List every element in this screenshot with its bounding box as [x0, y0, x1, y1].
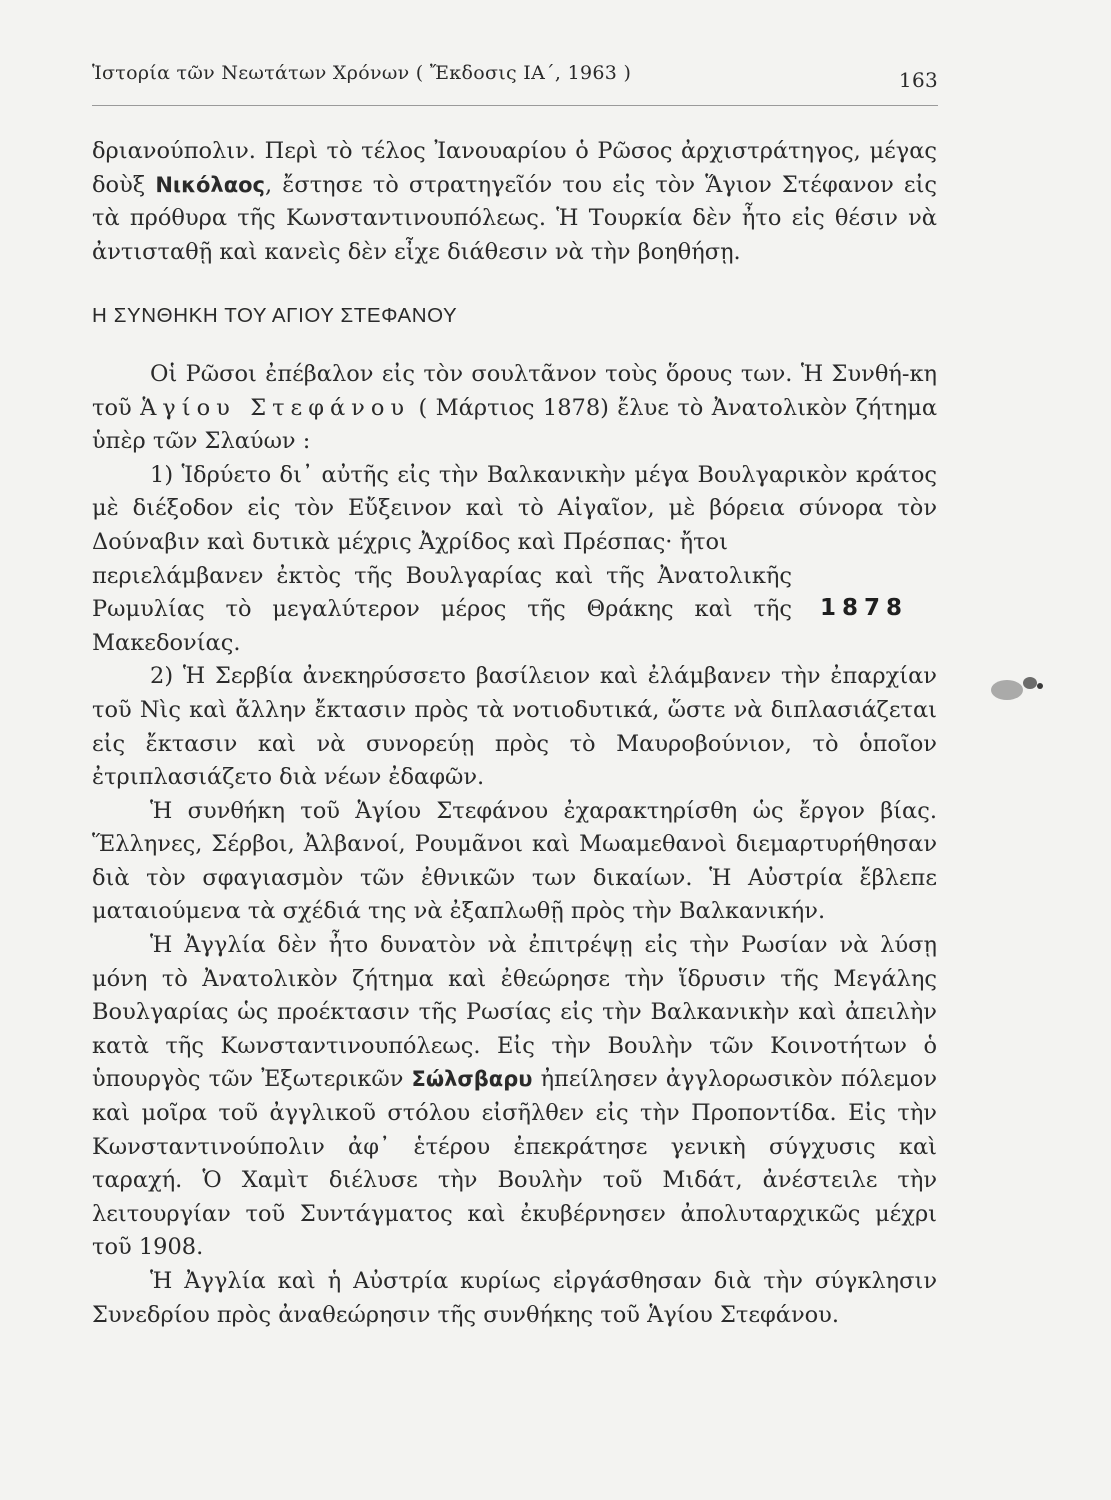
ink-blot — [985, 668, 1045, 708]
p1-post: ( Μάρτιος 1878) ἔλυε τὸ Ἀνατολικὸν ζήτημα ὑπὲρ τῶν Σλαύων : — [92, 394, 938, 455]
item1-wide: 1) Ἱδρύετο δι᾽ αὐτῆς εἰς τὴν Βαλκανικὴν μέγα Βουλγαρικὸν κράτος μὲ διέξοδον εἰς τὸν Εὔξεινον καὶ τὸ Αἰγαῖον, μὲ βόρεια σύνορα τὸν Δούναβιν καὶ δυτικὰ μέχρις Ἀχρίδος καὶ Πρέσπας· ἤτοι — [92, 461, 937, 555]
intro-line-1: δριανούπολιν. Περὶ τὸ τέλος Ἰανουαρίου ὁ Ρῶσος ἀρχιστράτηγος, μέγας — [92, 138, 937, 164]
paragraph-4: Ἡ Ἀγγλία καὶ ἡ Αὐστρία κυρίως εἰργάσθησαν διὰ τὴν σύγκλησιν Συνεδρίου πρὸς ἀναθεώρησιν τῆς συνθήκης τοῦ Ἁγίου Στεφάνου. — [92, 1268, 937, 1328]
intro-post: , ἔστησε τὸ στρατηγεῖόν του εἰς τὸν Ἅγιον Στέφανον εἰς τὰ πρόθυρα τῆς Κωνσταντινουπόλεως. Ἡ Τουρκία δὲν ἦτο εἰς θέσιν νὰ ἀντισταθῇ καὶ κανεὶς δὲν εἶχε διάθεσιν νὰ τὴν βοηθήσῃ. — [92, 171, 938, 265]
item1-narrow: περιελάμβανεν ἐκτὸς τῆς Βουλγαρίας καὶ τῆς Ἀνατολικῆς Ρωμυλίας τὸ μεγαλύτερον μέρος τῆς Θράκης καὶ τῆς Μακεδονίας. — [92, 562, 792, 656]
intro-pre: δοὺξ — [92, 171, 146, 198]
header-divider — [92, 105, 938, 106]
p1-pre: Οἱ Ρῶσοι ἐπέβαλον εἰς τὸν σουλτᾶνον τοὺς ὅρους των. Ἡ Συνθή-κη τοῦ — [92, 360, 937, 421]
list-item-1-continued — [92, 560, 792, 661]
name-salisbury: Σώλσβαρυ — [411, 1067, 533, 1092]
paragraph-2: Ἡ συνθήκη τοῦ Ἁγίου Στεφάνου ἐχαρακτηρίσθη ὡς ἔργον βίας. Ἕλληνες, Σέρβοι, Ἀλβανοί, Ρουμᾶνοι καὶ Μωαμεθανοὶ διεμαρτυρήθησαν διὰ τὸν σφαγιασμὸν τῶν ἐθνικῶν των δικαίων. Ἡ Αὐστρία ἔβλεπε ματαιούμενα τὰ σχέδιά της νὰ ἐξαπλωθῇ πρὸς τὴν Βαλκανικήν. — [92, 797, 937, 925]
margin-year-note: 1878 — [820, 595, 909, 621]
list-item-2: 2) Ἡ Σερβία ἀνεκηρύσσετο βασίλειον καὶ ἐλάμβανεν τὴν ἐπαρχίαν τοῦ Νὶς καὶ ἄλλην ἔκτασιν πρὸς τὰ νοτιοδυτικά, ὥστε νὰ διπλασιάζεται εἰς ἔκτασιν καὶ νὰ συνορεύῃ πρὸς τὸ Μαυροβούνιον, τὸ ὁποῖον ἐτριπλασιάζετο διὰ νέων ἐδαφῶν. — [92, 663, 937, 791]
list-item-1 — [92, 459, 937, 560]
paragraph-1 — [92, 358, 937, 459]
p3-pre: Ἡ Ἀγγλία δὲν ἦτο δυνατὸν νὰ ἐπιτρέψῃ εἰς τὴν Ρωσίαν νὰ λύσῃ μόνη τὸ Ἀνατολικὸν ζήτημα καὶ ἐθεώρησε τὴν ἵδρυσιν τῆς Μεγάλης Βουλγαρίας ὡς προέκτασιν τῆς Ρωσίας εἰς τὴν Βαλκανικὴν καὶ ἀπειλὴν κατὰ τῆς Κωνσταντινουπόλεως. Εἰς τὴν Βουλὴν τῶν Κοινοτήτων ὁ ὑπουργὸς τῶν Ἐξωτερικῶν — [92, 932, 937, 1093]
intro-paragraph — [92, 135, 937, 269]
running-title: Ἱστορία τῶν Νεωτάτων Χρόνων ( Ἔκδοσις ΙΑ΄, 1963 ) — [92, 62, 632, 84]
name-nikolaos: Νικόλαος — [155, 172, 266, 197]
section-heading: Η ΣΥΝΘΗΚΗ ΤΟΥ ΑΓΙΟΥ ΣΤΕΦΑΝΟΥ — [92, 304, 458, 328]
page-number: 163 — [898, 68, 938, 92]
p1-spaced-name: Ἁγίου Στεφάνου — [140, 394, 411, 421]
p3-post: ἠπείλησεν ἀγγλορωσικὸν πόλεμον καὶ μοῖρα τοῦ ἀγγλικοῦ στόλου εἰσῆλθεν εἰς τὴν Προποντίδα. Εἰς τὴν Κωνσταντινούπολιν ἀφ᾽ ἑτέρου ἐπεκράτησε γενικὴ σύγχυσις καὶ ταραχή. Ὁ Χαμὶτ διέλυσε τὴν Βουλὴν τοῦ Μιδάτ, ἀνέστειλε τὴν λειτουργίαν τοῦ Συντάγματος καὶ ἐκυβέρνησεν ἀπολυταρχικῶς μέχρι τοῦ 1908. — [92, 1066, 938, 1261]
paragraph-3 — [92, 929, 937, 1265]
page-body — [92, 135, 937, 1332]
